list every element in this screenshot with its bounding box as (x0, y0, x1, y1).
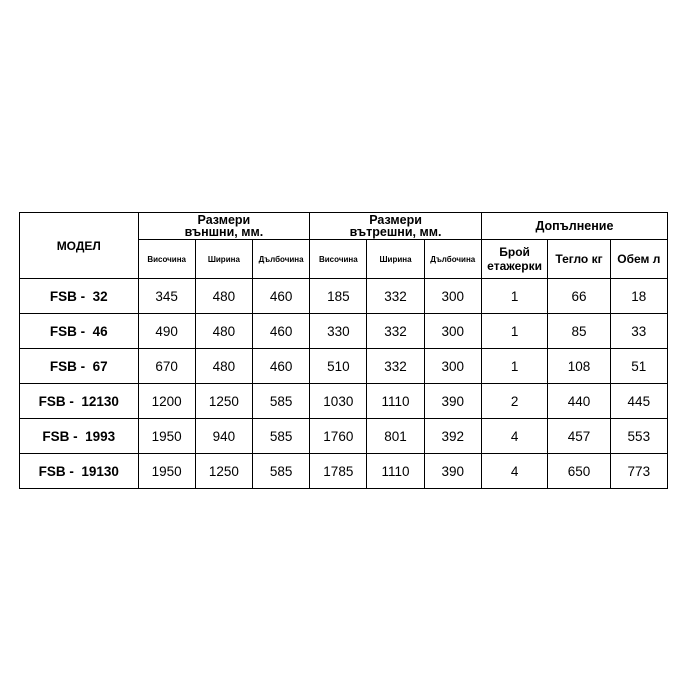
table-body (20, 279, 668, 489)
inner-height-cell: 1030 (310, 384, 367, 419)
model-cell: FSB - 46 (20, 314, 139, 349)
weight-cell: 650 (548, 454, 610, 489)
outer-depth-cell: 585 (252, 454, 309, 489)
weight-cell: 108 (548, 349, 610, 384)
weight-header: Тегло кг (548, 240, 610, 279)
outer-depth-cell: 585 (252, 419, 309, 454)
inner-depth-cell: 390 (424, 454, 481, 489)
inner-height-cell: 330 (310, 314, 367, 349)
outer-height-cell: 345 (138, 279, 195, 314)
model-cell: FSB - 12130 (20, 384, 139, 419)
inner-depth-cell: 300 (424, 314, 481, 349)
shelves-cell: 1 (481, 314, 547, 349)
inner-width-cell: 332 (367, 279, 424, 314)
volume-cell: 773 (610, 454, 667, 489)
outer-depth-cell: 460 (252, 349, 309, 384)
inner-width-cell: 332 (367, 314, 424, 349)
table-row (20, 349, 668, 384)
outer-dimensions-header: Размери външни, мм. (138, 213, 310, 240)
inner-width-cell: 1110 (367, 384, 424, 419)
outer-depth-header: Дълбочина (252, 240, 309, 279)
inner-width-cell: 332 (367, 349, 424, 384)
model-header: МОДЕЛ (20, 213, 139, 279)
table-row (20, 454, 668, 489)
outer-width-cell: 940 (195, 419, 252, 454)
weight-cell: 457 (548, 419, 610, 454)
outer-width-cell: 480 (195, 349, 252, 384)
outer-width-cell: 1250 (195, 454, 252, 489)
weight-cell: 66 (548, 279, 610, 314)
shelves-cell: 4 (481, 454, 547, 489)
volume-cell: 33 (610, 314, 667, 349)
outer-height-cell: 490 (138, 314, 195, 349)
outer-height-cell: 670 (138, 349, 195, 384)
inner-height-header: Височина (310, 240, 367, 279)
shelves-cell: 2 (481, 384, 547, 419)
inner-height-cell: 1785 (310, 454, 367, 489)
inner-height-cell: 185 (310, 279, 367, 314)
extras-header: Допълнение (481, 213, 667, 240)
inner-width-header: Ширина (367, 240, 424, 279)
table-row (20, 419, 668, 454)
volume-cell: 51 (610, 349, 667, 384)
inner-depth-cell: 390 (424, 384, 481, 419)
volume-cell: 18 (610, 279, 667, 314)
shelves-cell: 4 (481, 419, 547, 454)
shelves-cell: 1 (481, 349, 547, 384)
model-cell: FSB - 32 (20, 279, 139, 314)
outer-depth-cell: 585 (252, 384, 309, 419)
outer-width-cell: 480 (195, 279, 252, 314)
table-row (20, 279, 668, 314)
outer-height-header: Височина (138, 240, 195, 279)
inner-width-cell: 1110 (367, 454, 424, 489)
spec-table (19, 212, 668, 489)
outer-width-cell: 1250 (195, 384, 252, 419)
outer-height-cell: 1950 (138, 454, 195, 489)
inner-height-cell: 510 (310, 349, 367, 384)
outer-height-cell: 1200 (138, 384, 195, 419)
inner-depth-cell: 300 (424, 349, 481, 384)
table-row (20, 314, 668, 349)
inner-depth-header: Дълбочина (424, 240, 481, 279)
shelves-header: Брой етажерки (481, 240, 547, 279)
outer-depth-cell: 460 (252, 279, 309, 314)
outer-width-header: Ширина (195, 240, 252, 279)
inner-dimensions-header: Размери вътрешни, мм. (310, 213, 482, 240)
header-row-groups (20, 213, 668, 240)
volume-header: Обем л (610, 240, 667, 279)
outer-width-cell: 480 (195, 314, 252, 349)
inner-width-cell: 801 (367, 419, 424, 454)
weight-cell: 440 (548, 384, 610, 419)
model-cell: FSB - 67 (20, 349, 139, 384)
volume-cell: 553 (610, 419, 667, 454)
inner-height-cell: 1760 (310, 419, 367, 454)
shelves-cell: 1 (481, 279, 547, 314)
inner-depth-cell: 392 (424, 419, 481, 454)
volume-cell: 445 (610, 384, 667, 419)
outer-height-cell: 1950 (138, 419, 195, 454)
table-row (20, 384, 668, 419)
model-cell: FSB - 1993 (20, 419, 139, 454)
weight-cell: 85 (548, 314, 610, 349)
model-cell: FSB - 19130 (20, 454, 139, 489)
outer-depth-cell: 460 (252, 314, 309, 349)
inner-depth-cell: 300 (424, 279, 481, 314)
